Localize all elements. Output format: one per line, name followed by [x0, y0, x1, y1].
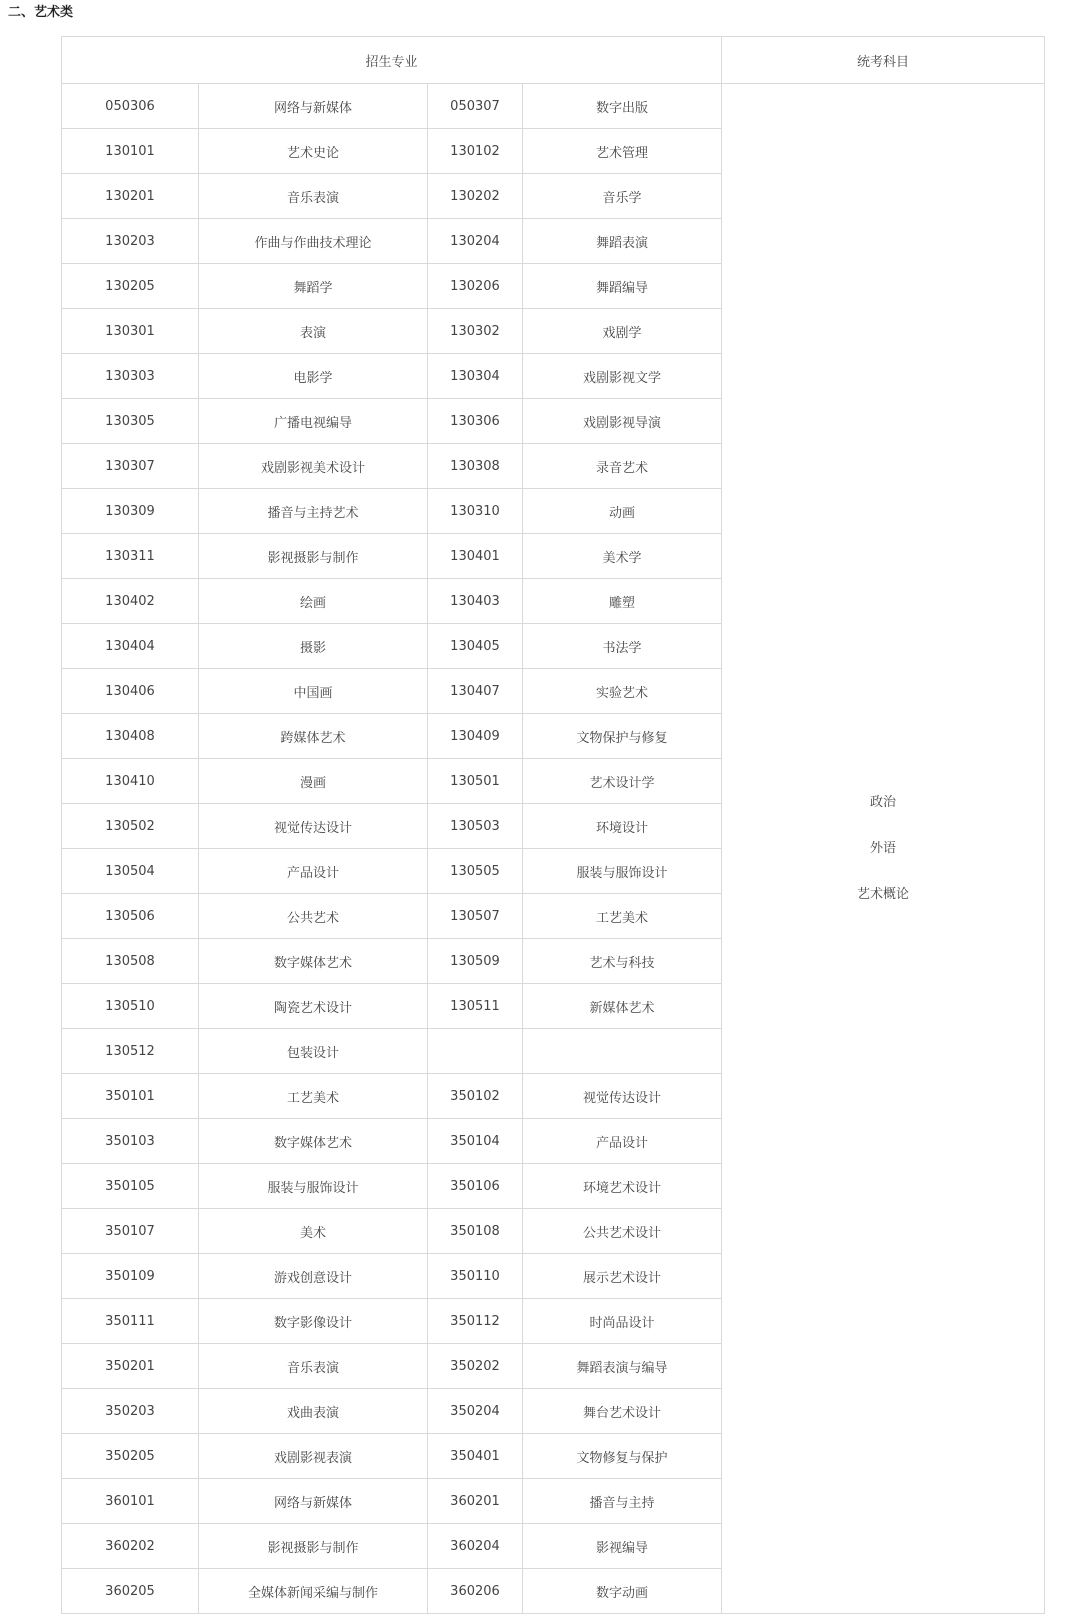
major-name: 书法学 [523, 624, 722, 669]
table-body [62, 84, 1045, 1614]
major-code: 360202 [62, 1524, 199, 1569]
major-name: 美术 [199, 1209, 428, 1254]
major-name: 网络与新媒体 [199, 84, 428, 129]
major-code: 350109 [62, 1254, 199, 1299]
major-code: 050307 [428, 84, 523, 129]
exam-subject: 外语 [870, 840, 897, 856]
section-title: 二、艺术类 [8, 5, 74, 20]
major-name: 数字出版 [523, 84, 722, 129]
major-code: 130305 [62, 399, 199, 444]
major-code: 130302 [428, 309, 523, 354]
major-code: 350202 [428, 1344, 523, 1389]
major-name: 全媒体新闻采编与制作 [199, 1569, 428, 1614]
major-name: 服装与服饰设计 [523, 849, 722, 894]
major-name: 舞台艺术设计 [523, 1389, 722, 1434]
major-name: 实验艺术 [523, 669, 722, 714]
major-code: 130311 [62, 534, 199, 579]
major-code: 130504 [62, 849, 199, 894]
major-name [523, 1029, 722, 1074]
major-name: 服装与服饰设计 [199, 1164, 428, 1209]
major-code: 130404 [62, 624, 199, 669]
major-name: 戏剧影视表演 [199, 1434, 428, 1479]
major-name: 戏剧影视文学 [523, 354, 722, 399]
major-name: 美术学 [523, 534, 722, 579]
major-code: 130406 [62, 669, 199, 714]
major-name: 展示艺术设计 [523, 1254, 722, 1299]
major-code: 130308 [428, 444, 523, 489]
major-name: 音乐表演 [199, 1344, 428, 1389]
major-name: 环境艺术设计 [523, 1164, 722, 1209]
major-name: 艺术史论 [199, 129, 428, 174]
major-code: 130401 [428, 534, 523, 579]
major-name: 文物保护与修复 [523, 714, 722, 759]
major-code: 130402 [62, 579, 199, 624]
major-code: 130503 [428, 804, 523, 849]
major-name: 戏剧影视导演 [523, 399, 722, 444]
major-name: 游戏创意设计 [199, 1254, 428, 1299]
major-name: 广播电视编导 [199, 399, 428, 444]
major-code: 130307 [62, 444, 199, 489]
major-name: 产品设计 [523, 1119, 722, 1164]
major-name: 数字媒体艺术 [199, 1119, 428, 1164]
major-code: 350201 [62, 1344, 199, 1389]
major-name: 戏曲表演 [199, 1389, 428, 1434]
header-majors: 招生专业 [62, 37, 722, 84]
major-name: 雕塑 [523, 579, 722, 624]
major-code: 130405 [428, 624, 523, 669]
major-code: 130507 [428, 894, 523, 939]
major-code: 130310 [428, 489, 523, 534]
major-code: 350108 [428, 1209, 523, 1254]
major-name: 摄影 [199, 624, 428, 669]
major-name: 播音与主持 [523, 1479, 722, 1524]
major-code: 130309 [62, 489, 199, 534]
major-code: 350104 [428, 1119, 523, 1164]
major-code: 360206 [428, 1569, 523, 1614]
major-code: 130303 [62, 354, 199, 399]
major-name: 舞蹈学 [199, 264, 428, 309]
major-code: 130306 [428, 399, 523, 444]
major-code: 350401 [428, 1434, 523, 1479]
table-header-row [62, 37, 1045, 84]
major-name: 艺术设计学 [523, 759, 722, 804]
major-code: 130403 [428, 579, 523, 624]
major-code: 350205 [62, 1434, 199, 1479]
major-name: 影视摄影与制作 [199, 534, 428, 579]
major-code: 130511 [428, 984, 523, 1029]
major-code: 360101 [62, 1479, 199, 1524]
major-code: 350112 [428, 1299, 523, 1344]
major-code: 350107 [62, 1209, 199, 1254]
major-name: 影视摄影与制作 [199, 1524, 428, 1569]
exam-subject: 政治 [870, 794, 897, 810]
major-code: 130505 [428, 849, 523, 894]
major-code: 350105 [62, 1164, 199, 1209]
major-code: 360201 [428, 1479, 523, 1524]
major-name: 跨媒体艺术 [199, 714, 428, 759]
major-name: 工艺美术 [523, 894, 722, 939]
major-name: 公共艺术设计 [523, 1209, 722, 1254]
major-code: 130510 [62, 984, 199, 1029]
major-name: 戏剧影视美术设计 [199, 444, 428, 489]
major-name: 动画 [523, 489, 722, 534]
major-name: 时尚品设计 [523, 1299, 722, 1344]
major-code: 130407 [428, 669, 523, 714]
major-code: 350204 [428, 1389, 523, 1434]
major-code: 350102 [428, 1074, 523, 1119]
major-name: 视觉传达设计 [523, 1074, 722, 1119]
major-name: 陶瓷艺术设计 [199, 984, 428, 1029]
major-code [428, 1029, 523, 1074]
major-name: 电影学 [199, 354, 428, 399]
major-name: 音乐表演 [199, 174, 428, 219]
major-code: 130206 [428, 264, 523, 309]
major-code: 130508 [62, 939, 199, 984]
major-name: 文物修复与保护 [523, 1434, 722, 1479]
major-name: 数字媒体艺术 [199, 939, 428, 984]
major-code: 130512 [62, 1029, 199, 1074]
major-code: 130506 [62, 894, 199, 939]
major-code: 130202 [428, 174, 523, 219]
major-code: 350203 [62, 1389, 199, 1434]
major-name: 网络与新媒体 [199, 1479, 428, 1524]
major-name: 艺术与科技 [523, 939, 722, 984]
major-code: 350106 [428, 1164, 523, 1209]
major-name: 数字动画 [523, 1569, 722, 1614]
major-name: 中国画 [199, 669, 428, 714]
major-code: 130509 [428, 939, 523, 984]
major-name: 影视编导 [523, 1524, 722, 1569]
major-code: 130102 [428, 129, 523, 174]
major-name: 新媒体艺术 [523, 984, 722, 1029]
major-code: 130203 [62, 219, 199, 264]
major-name: 环境设计 [523, 804, 722, 849]
major-code: 130101 [62, 129, 199, 174]
major-code: 130201 [62, 174, 199, 219]
major-name: 作曲与作曲技术理论 [199, 219, 428, 264]
major-name: 舞蹈编导 [523, 264, 722, 309]
major-code: 350101 [62, 1074, 199, 1119]
major-name: 音乐学 [523, 174, 722, 219]
major-code: 130502 [62, 804, 199, 849]
header-exam-subjects: 统考科目 [722, 37, 1045, 84]
table-row [62, 84, 1045, 129]
major-code: 350111 [62, 1299, 199, 1344]
major-name: 公共艺术 [199, 894, 428, 939]
major-code: 130301 [62, 309, 199, 354]
major-name: 艺术管理 [523, 129, 722, 174]
major-code: 130409 [428, 714, 523, 759]
major-name: 绘画 [199, 579, 428, 624]
major-code: 130304 [428, 354, 523, 399]
major-code: 130204 [428, 219, 523, 264]
major-code: 360204 [428, 1524, 523, 1569]
major-code: 130408 [62, 714, 199, 759]
major-name: 工艺美术 [199, 1074, 428, 1119]
major-name: 产品设计 [199, 849, 428, 894]
major-name: 录音艺术 [523, 444, 722, 489]
major-name: 数字影像设计 [199, 1299, 428, 1344]
major-name: 视觉传达设计 [199, 804, 428, 849]
major-name: 表演 [199, 309, 428, 354]
exam-subjects-cell [722, 84, 1045, 1614]
major-name: 包装设计 [199, 1029, 428, 1074]
major-code: 130410 [62, 759, 199, 804]
major-name: 舞蹈表演 [523, 219, 722, 264]
major-code: 130205 [62, 264, 199, 309]
major-name: 漫画 [199, 759, 428, 804]
major-code: 050306 [62, 84, 199, 129]
major-code: 350110 [428, 1254, 523, 1299]
majors-table [61, 36, 1045, 1614]
major-code: 360205 [62, 1569, 199, 1614]
exam-subject: 艺术概论 [857, 886, 910, 902]
major-code: 130501 [428, 759, 523, 804]
major-code: 350103 [62, 1119, 199, 1164]
major-name: 播音与主持艺术 [199, 489, 428, 534]
major-name: 舞蹈表演与编导 [523, 1344, 722, 1389]
major-name: 戏剧学 [523, 309, 722, 354]
